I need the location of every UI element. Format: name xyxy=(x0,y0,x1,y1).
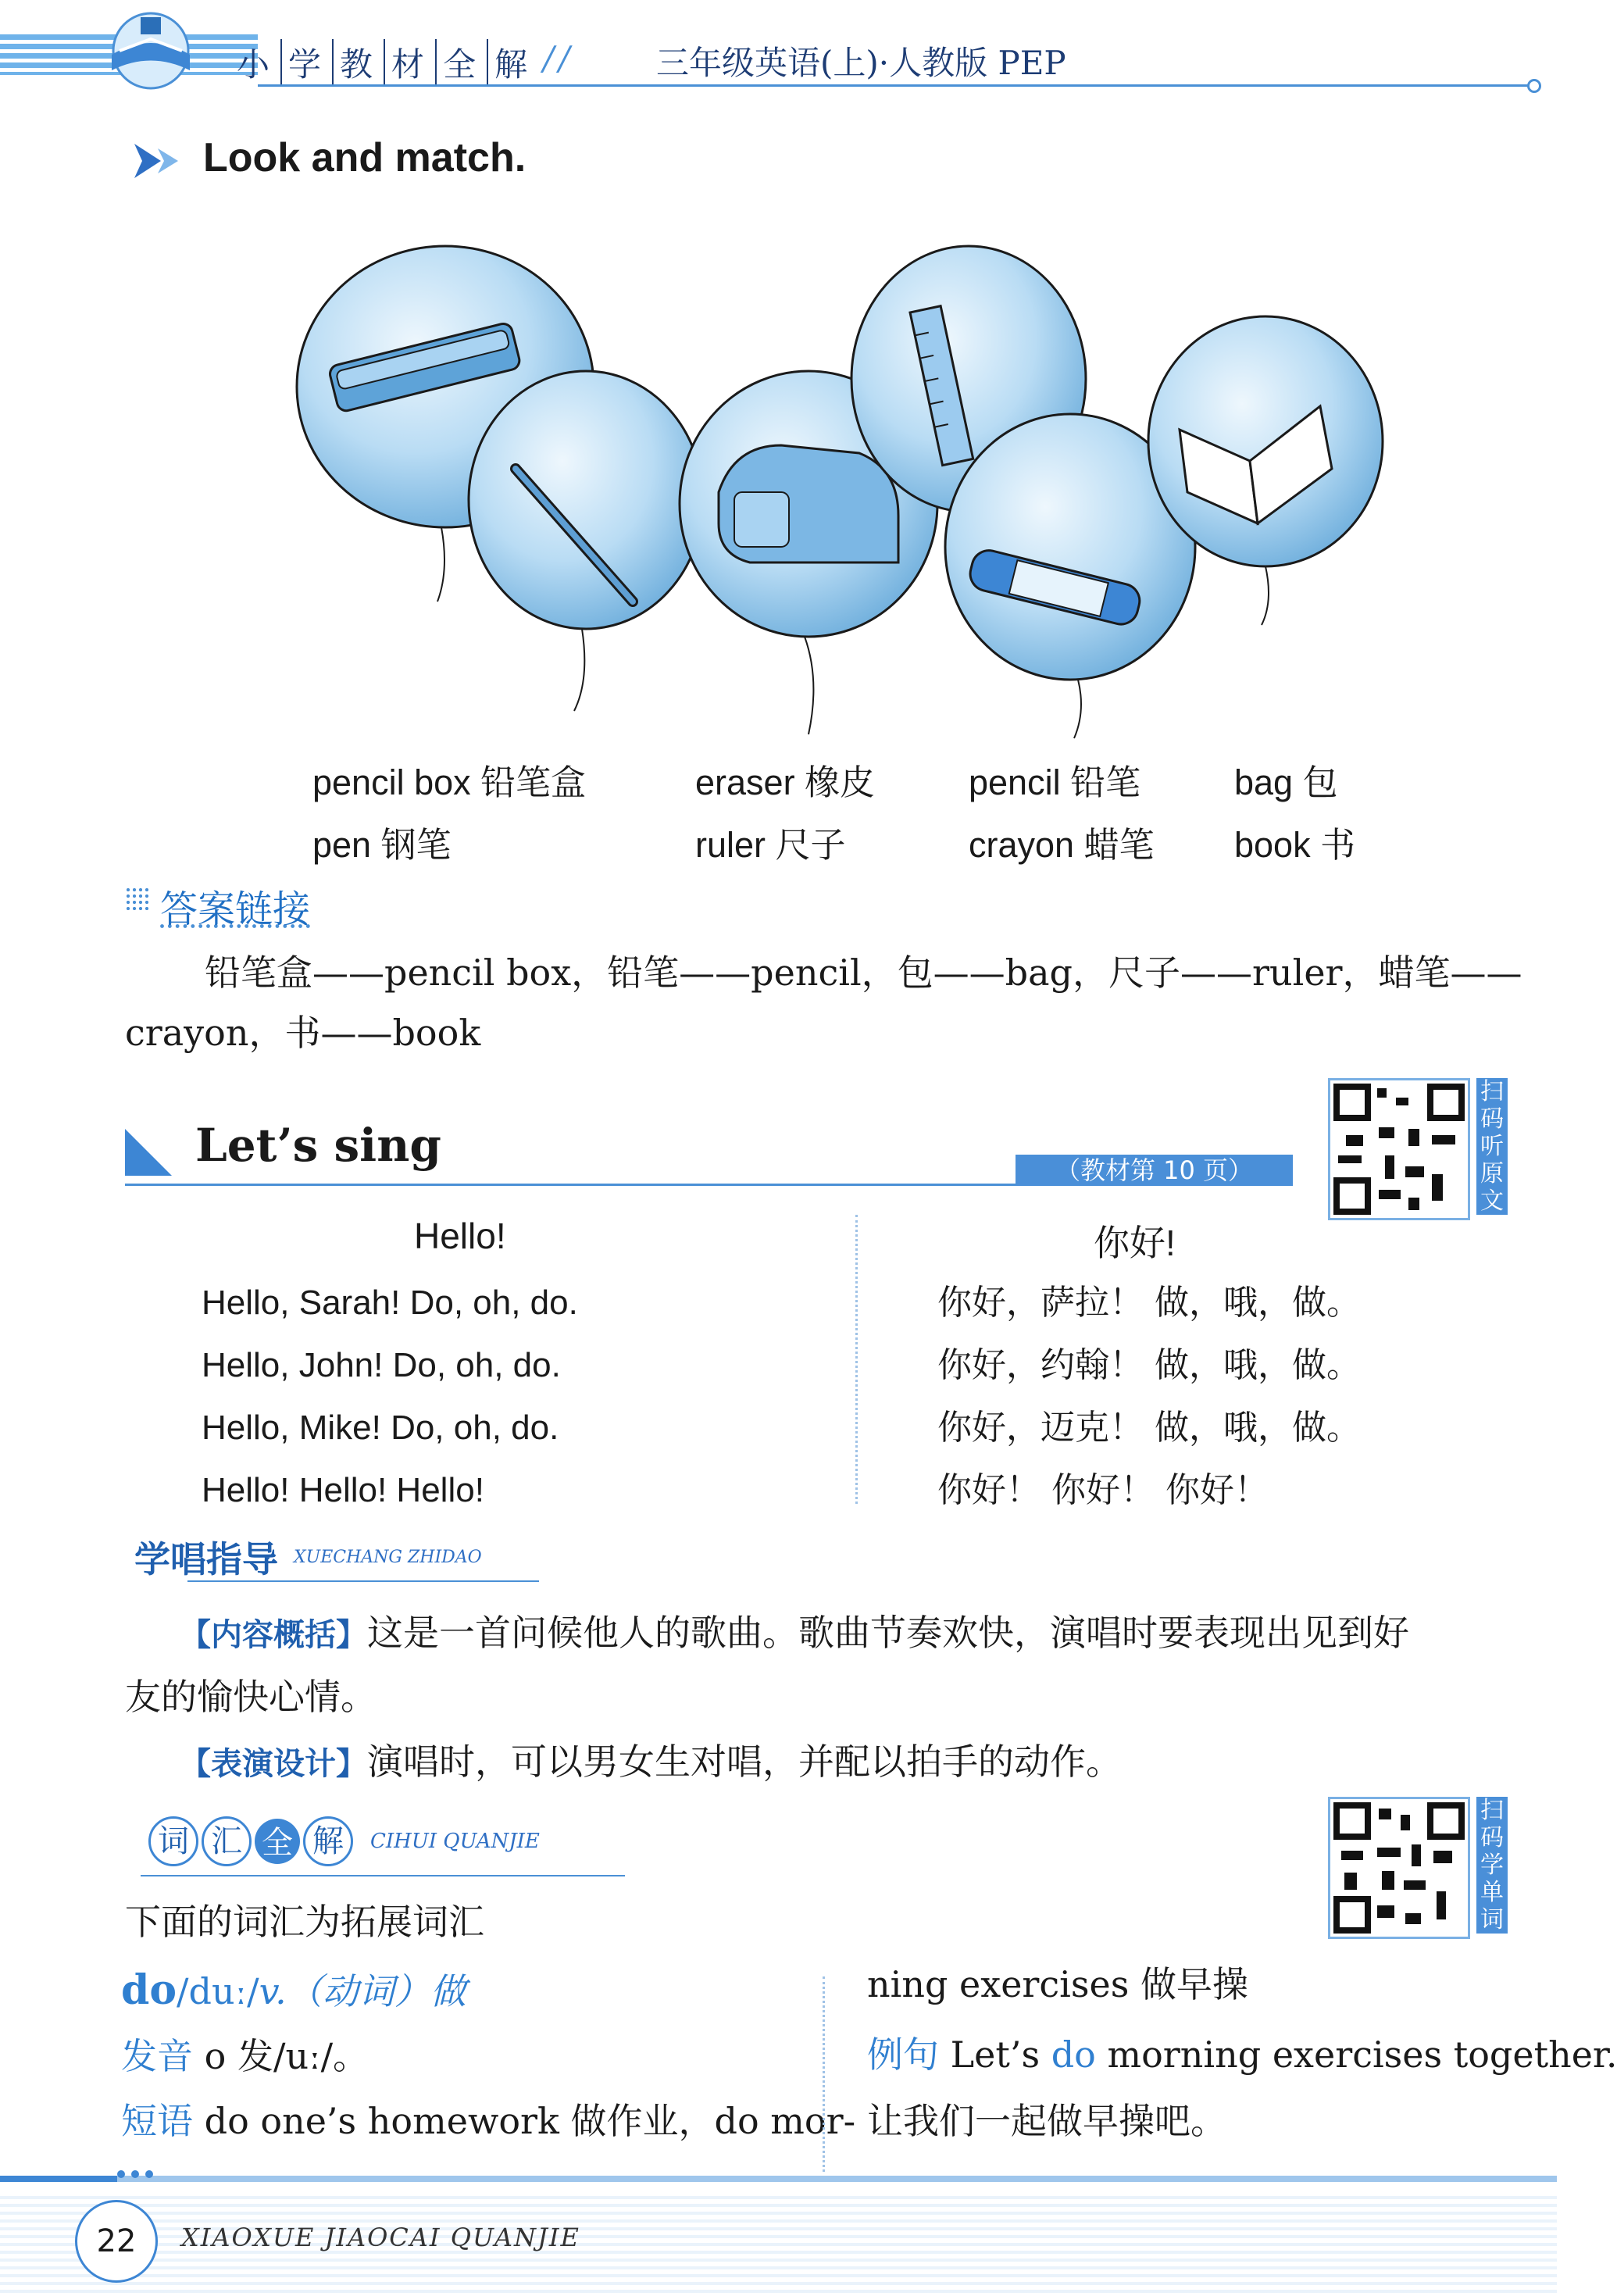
vocab-example-pre: Let’s xyxy=(950,2034,1051,2076)
qr-label-char: 原 xyxy=(1480,1160,1504,1187)
song-en-line: Hello, Mike! Do, oh, do. xyxy=(202,1409,559,1447)
song-en-line: Hello, John! Do, oh, do. xyxy=(202,1346,561,1384)
guide-item-1-cont: 友的愉快心情。 xyxy=(125,1676,377,1718)
vocab-intro: 下面的词汇为拓展词汇 xyxy=(125,1901,484,1943)
grid-dots-icon xyxy=(125,887,152,913)
vocab-example-label: 例句 xyxy=(867,2034,939,2076)
song-zh-line: 你好，约翰！ 做，哦，做。 xyxy=(937,1345,1361,1385)
triangle-marker-icon xyxy=(125,1129,172,1179)
word-item: pen 钢笔 xyxy=(312,825,452,865)
vocab-headword: do xyxy=(121,1966,177,2014)
vocab-phrase-line xyxy=(121,2090,855,2152)
vocab-phrase-label: 短语 xyxy=(121,2100,193,2142)
balloon-illustration xyxy=(281,234,1398,742)
qr-label-char: 扫 xyxy=(1480,1797,1504,1824)
footer-dots-icon xyxy=(117,2170,153,2178)
word-item: bag 包 xyxy=(1234,762,1338,802)
song-divider xyxy=(855,1215,858,1504)
page-number: 22 xyxy=(96,2223,137,2259)
vocab-phrase-cont: ning exercises 做早操 xyxy=(867,1963,1248,2005)
page-ref-badge xyxy=(1016,1155,1293,1186)
vocab-label-char: 全 xyxy=(255,1819,300,1864)
vocab-example-word: do xyxy=(1051,2034,1096,2076)
song-zh-lines xyxy=(937,1272,1361,1522)
answer-line-2: crayon，书——book xyxy=(125,1012,481,1054)
word-item: book 书 xyxy=(1234,825,1356,865)
song-zh-line: 你好！ 你好！ 你好！ xyxy=(937,1470,1269,1510)
title-slash-icon: // xyxy=(543,39,575,77)
guide-item-2 xyxy=(180,1730,1122,1795)
title-char: 教 xyxy=(334,39,385,86)
song-zh-line: 你好，迈克！ 做，哦，做。 xyxy=(937,1408,1361,1448)
qr-listen-label xyxy=(1476,1078,1508,1215)
guide-item-1-text: 这是一首问候他人的歌曲。歌曲节奏欢快，演唱时要表现出见到好 xyxy=(367,1612,1409,1654)
song-zh-title: 你好! xyxy=(1094,1223,1176,1263)
title-char: 解 xyxy=(494,45,533,84)
vocab-example-post: morning exercises together. xyxy=(1095,2034,1617,2076)
qr-words-label xyxy=(1476,1797,1508,1934)
vocab-label-char: 词 xyxy=(148,1816,198,1866)
double-arrow-icon xyxy=(131,137,194,187)
answer-line-1: 铅笔盒——pencil box，铅笔——pencil，包——bag，尺子——ruler，蜡笔—— xyxy=(205,952,1522,994)
header-rule xyxy=(258,84,1531,87)
qr-label-char: 扫 xyxy=(1480,1078,1504,1105)
page-ref-text: （教材第 10 页） xyxy=(1055,1155,1254,1185)
footer-stripe xyxy=(0,2176,1557,2182)
word-item: crayon 蜡笔 xyxy=(969,825,1155,865)
word-item: eraser 橡皮 xyxy=(695,762,876,802)
qr-label-char: 听 xyxy=(1480,1133,1504,1160)
qr-code-icon xyxy=(1330,1080,1468,1218)
title-char: 全 xyxy=(437,39,488,86)
qr-label-char: 词 xyxy=(1480,1906,1504,1934)
balloon-pencil xyxy=(469,371,703,711)
footer-book-pinyin: XIAOXUE JIAOCAI QUANJIE xyxy=(181,2223,580,2252)
vocab-example-zh: 让我们一起做早操吧。 xyxy=(867,2100,1226,2142)
guide-item-2-tag: 【表演设计】 xyxy=(180,1746,367,1782)
song-en-lines xyxy=(202,1272,578,1522)
guide-pinyin: XUECHANG ZHIDAO xyxy=(294,1547,482,1567)
song-zh-line: 你好，萨拉！ 做，哦，做。 xyxy=(937,1283,1361,1323)
vocab-headword-line xyxy=(121,1959,466,2023)
header-rule-end-icon xyxy=(1527,79,1541,93)
guide-label-box xyxy=(134,1531,482,1583)
qr-label-char: 单 xyxy=(1480,1879,1504,1906)
guide-underline xyxy=(187,1580,539,1582)
song-en-line: Hello! Hello! Hello! xyxy=(202,1471,484,1509)
vocab-pron-label: 发音 xyxy=(121,2035,193,2077)
page-number-circle xyxy=(75,2200,158,2283)
guide-item-2-text: 演唱时，可以男女生对唱，并配以拍手的动作。 xyxy=(367,1741,1122,1783)
title-char: 小 xyxy=(230,39,282,86)
vocab-label-char: 汇 xyxy=(202,1816,252,1866)
vocab-pron-text: o 发/uː/。 xyxy=(204,2035,369,2077)
qr-code-icon xyxy=(1330,1799,1468,1937)
book-logo-icon xyxy=(92,8,209,94)
vocab-label-char: 解 xyxy=(303,1816,353,1866)
vocab-label-box xyxy=(148,1816,540,1866)
song-en-line: Hello, Sarah! Do, oh, do. xyxy=(202,1284,578,1322)
word-item: pencil box 铅笔盒 xyxy=(312,762,587,802)
qr-label-char: 学 xyxy=(1480,1851,1504,1879)
word-item: pencil 铅笔 xyxy=(969,762,1141,802)
look-match-heading: Look and match. xyxy=(203,135,527,180)
vocab-pinyin: CIHUI QUANJIE xyxy=(370,1830,540,1853)
vocab-pos: v.（动词）做 xyxy=(259,1970,466,2012)
vocab-underline xyxy=(141,1875,625,1876)
guide-label: 学唱指导 xyxy=(134,1538,278,1580)
answer-label: 答案链接 xyxy=(160,887,311,931)
title-char: 学 xyxy=(282,39,334,86)
qr-label-char: 码 xyxy=(1480,1824,1504,1851)
guide-item-1-tag: 【内容概括】 xyxy=(180,1617,367,1653)
qr-label-char: 文 xyxy=(1480,1187,1504,1215)
qr-code-words[interactable] xyxy=(1328,1797,1470,1939)
qr-label-char: 码 xyxy=(1480,1105,1504,1133)
bag-icon xyxy=(719,445,898,562)
qr-code-listen[interactable] xyxy=(1328,1078,1470,1220)
guide-item-1 xyxy=(180,1601,1409,1666)
header-book-title xyxy=(230,39,574,86)
header-subtitle: 三年级英语(上)·人教版 PEP xyxy=(656,44,1066,82)
vocab-phonetic: /duː/ xyxy=(177,1970,259,2012)
song-en-title: Hello! xyxy=(414,1216,506,1256)
vocab-pron-line xyxy=(121,2025,369,2087)
vocab-phrase-text: do one’s homework 做作业，do mor- xyxy=(204,2100,856,2142)
word-item: ruler 尺子 xyxy=(695,825,846,865)
sing-title: Let’s sing xyxy=(195,1119,441,1172)
title-char: 材 xyxy=(385,39,437,86)
vocab-example-line xyxy=(867,2023,1617,2086)
vocab-divider xyxy=(823,1976,825,2172)
